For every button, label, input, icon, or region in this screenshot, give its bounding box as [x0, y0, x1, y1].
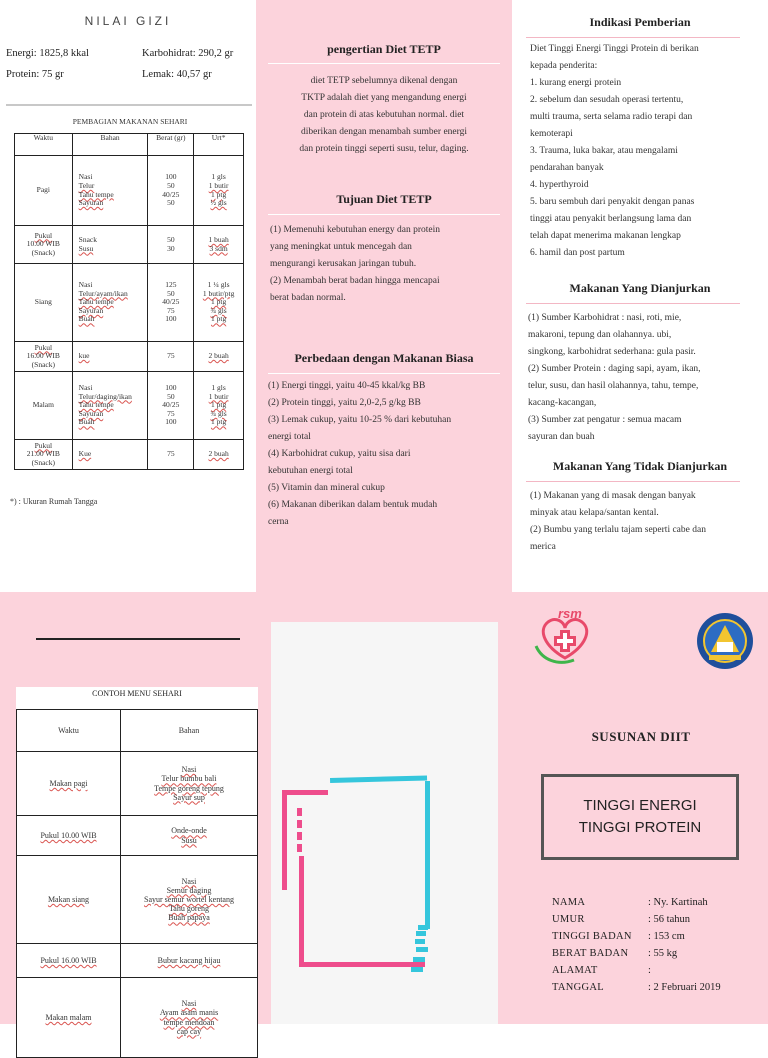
- indikasi-line: 2. sebelum dan sesudah operasi tertentu,: [530, 95, 684, 105]
- cell-line: Makan malam: [45, 1012, 92, 1022]
- perbedaan-line: (4) Karbohidrat cukup, yaitu sisa dari: [268, 449, 411, 459]
- indikasi-line: 1. kurang energi protein: [530, 78, 622, 88]
- cell-waktu: [17, 752, 121, 816]
- tidak-dianjurkan-line: (2) Bumbu yang terlalu tajam seperti cabe dan: [530, 525, 706, 535]
- tidak-dianjurkan-line: minyak atau kelapa/santan kental.: [530, 508, 659, 518]
- patient-value: :: [648, 965, 651, 976]
- cell-waktu: [17, 978, 121, 1058]
- perbedaan-line: (6) Makanan diberikan dalam bentuk mudah: [268, 500, 438, 510]
- indikasi-line: telah dapat menerima makanan lengkap: [530, 231, 681, 241]
- table-row: [17, 978, 258, 1058]
- pengertian-title: pengertian Diet TETP: [327, 42, 441, 56]
- cell-line: 1 ptg: [210, 314, 227, 324]
- susunan-title: SUSUNAN DIIT: [591, 729, 691, 744]
- cell-waktu: [15, 372, 73, 440]
- tidak-dianjurkan-text: [530, 488, 766, 556]
- indikasi-divider: [526, 37, 740, 38]
- cell-line: 1 ptg: [210, 400, 227, 410]
- cell-line: Makan siang: [47, 894, 90, 904]
- cell-bahan: [121, 978, 258, 1058]
- cell-line: (Snack): [31, 359, 55, 369]
- cell-line: tempe mendoan: [163, 1017, 215, 1027]
- gizi-energi: Energi: 1825,8 kkal: [6, 48, 89, 59]
- tujuan-divider: [268, 214, 500, 215]
- cell-line: 50: [167, 391, 175, 401]
- cell-line: ¾ gls: [210, 408, 227, 418]
- cell-line: 75: [167, 351, 175, 361]
- dianjurkan-line: (2) Sumber Protein : daging sapi, ayam, ikan,: [528, 364, 701, 374]
- cell-line: Telur/daging/ikan: [78, 391, 132, 401]
- header-waktu: Waktu: [17, 710, 121, 752]
- header-urt: Urt*: [194, 134, 244, 156]
- cell-berat: [148, 264, 194, 342]
- cell-waktu: [15, 226, 73, 264]
- indikasi-line: kemoterapi: [530, 129, 573, 139]
- urt-note: *) : Ukuran Rumah Tangga: [10, 497, 98, 506]
- decorative-card: [271, 622, 498, 1024]
- cell-line: Semur daging: [166, 885, 212, 895]
- cell-line: Malam: [32, 400, 54, 410]
- cell-line: 75: [167, 408, 175, 418]
- tujuan-text: [270, 222, 506, 307]
- table-row: [17, 944, 258, 978]
- cell-urt: [194, 264, 244, 342]
- diet-title-box: [541, 774, 739, 860]
- cell-line: 40/25: [162, 400, 180, 410]
- cell-line: 1 butir/ptg: [202, 288, 235, 298]
- bottom-left-divider: [36, 638, 240, 640]
- cell-waktu: [17, 944, 121, 978]
- pengertian-line: dan protein di atas kebutuhan normal. diet: [303, 110, 465, 120]
- cell-bahan: [121, 944, 258, 978]
- cell-waktu: [17, 816, 121, 856]
- cell-line: ¾ gls: [210, 305, 227, 315]
- cell-line: Sayur semur wortel kentang: [144, 894, 234, 904]
- perbedaan-line: (5) Vitamin dan mineral cukup: [268, 483, 385, 493]
- cell-line: Tahu tempe: [78, 297, 114, 307]
- perbedaan-title: Perbedaan dengan Makanan Biasa: [294, 351, 474, 365]
- cell-line: Ayam asam manis: [159, 1008, 219, 1018]
- tujuan-title: Tujuan Diet TETP: [336, 192, 432, 206]
- cell-bahan: [72, 226, 148, 264]
- cell-line: 16.00 WIB: [26, 351, 60, 361]
- header-waktu: Waktu: [15, 134, 73, 156]
- patient-label: TINGGI BADAN: [552, 931, 632, 942]
- dianjurkan-line: (3) Sumber zat pengatur : semua macam: [528, 415, 682, 425]
- cell-bahan: [72, 156, 148, 226]
- dianjurkan-line: kacang-kacangan,: [528, 398, 597, 408]
- cell-line: Tahu tempe: [78, 400, 114, 410]
- table-row: [15, 264, 244, 342]
- patient-label: BERAT BADAN: [552, 948, 629, 959]
- dianjurkan-line: telur, susu, dan hasil olahannya, tahu, tempe,: [528, 381, 699, 391]
- cell-line: 1 gls: [211, 172, 226, 182]
- perbedaan-divider: [268, 373, 500, 374]
- diet-title-line-2: TINGGI PROTEIN: [578, 819, 702, 836]
- patient-label: UMUR: [552, 914, 585, 925]
- dianjurkan-divider: [526, 303, 740, 304]
- cell-bahan: [121, 752, 258, 816]
- cell-line: 40/25: [162, 297, 180, 307]
- patient-label: NAMA: [552, 897, 586, 908]
- cell-line: 50: [167, 198, 175, 208]
- cell-line: Nasi: [78, 279, 93, 289]
- cell-waktu: [17, 856, 121, 944]
- header-bahan: Bahan: [121, 710, 258, 752]
- indikasi-text: [530, 41, 766, 262]
- pengertian-line: diet TETP sebelumnya dikenal dengan: [310, 76, 458, 86]
- contoh-menu-table: [16, 709, 258, 1058]
- pengertian-text: [262, 73, 506, 158]
- cell-line: Pukul 16.00 WIB: [40, 955, 97, 965]
- cell-line: ½ gls: [210, 198, 227, 208]
- cell-bahan: [72, 440, 148, 470]
- pengertian-line: diberikan dengan menambah sumber energi: [300, 127, 468, 137]
- cell-line: 100: [165, 314, 177, 324]
- patient-label: TANGGAL: [552, 982, 605, 993]
- perbedaan-line: (1) Energi tinggi, yaitu 40-45 kkal/kg BB: [268, 381, 426, 391]
- cell-berat: [148, 226, 194, 264]
- cell-line: Telur: [78, 180, 95, 190]
- pembagian-table-body: [15, 156, 244, 470]
- cell-berat: [148, 372, 194, 440]
- cell-line: Snack: [78, 234, 97, 244]
- indikasi-line: pendarahan banyak: [530, 163, 604, 173]
- cell-line: Sayuran: [78, 198, 104, 208]
- diet-title-line-1: TINGGI ENERGI: [583, 797, 697, 814]
- cell-line: Nasi: [181, 876, 197, 886]
- cell-line: cap cay: [176, 1026, 202, 1036]
- cell-line: Nasi: [78, 172, 93, 182]
- dianjurkan-line: singkong, karbohidrat sederhana: gula pasir.: [528, 347, 696, 357]
- pengertian-line: dan protein tinggi seperti susu, telur, daging.: [299, 144, 469, 154]
- cell-line: Telur bumbu bali: [161, 774, 217, 784]
- cell-waktu: [15, 342, 73, 372]
- dianjurkan-line: (1) Sumber Karbohidrat : nasi, roti, mie,: [528, 313, 682, 323]
- cell-line: 1 ptg: [210, 189, 227, 199]
- cell-urt: [194, 342, 244, 372]
- contoh-menu-table-body: [17, 752, 258, 1058]
- contoh-menu-panel: [16, 687, 258, 1036]
- tujuan-line: mengurangi kerusakan jaringan tubuh.: [270, 259, 417, 269]
- cell-line: Sayuran: [78, 305, 104, 315]
- dianjurkan-line: makaroni, tepung dan olahannya. ubi,: [528, 330, 672, 340]
- cell-line: 1 ptg: [210, 297, 227, 307]
- cell-line: Pukul: [34, 342, 53, 352]
- perbedaan-text: [268, 378, 508, 531]
- indikasi-line: 4. hyperthyroid: [530, 180, 589, 190]
- tidak-dianjurkan-line: merica: [530, 542, 556, 552]
- cell-line: Nasi: [181, 765, 197, 775]
- cell-line: 100: [165, 172, 177, 182]
- cell-line: Tahu tempe: [78, 189, 114, 199]
- cell-line: Bubur kacang hijau: [157, 955, 221, 965]
- patient-value: : 56 tahun: [648, 914, 690, 925]
- institution-seal-icon: [696, 612, 754, 670]
- cell-urt: [194, 226, 244, 264]
- cell-line: Telur/ayam/ikan: [78, 288, 128, 298]
- indikasi-line: 5. baru sembuh dari penyakit dengan panas: [530, 197, 695, 207]
- table-row: [15, 156, 244, 226]
- cell-line: Susu: [181, 835, 197, 845]
- cell-line: Buah: [78, 417, 95, 427]
- cell-line: Pagi: [36, 185, 50, 195]
- table-row: [15, 372, 244, 440]
- perbedaan-line: kebutuhan energi total: [268, 466, 353, 476]
- tujuan-line: (1) Memenuhi kebutuhan energy dan protein: [270, 225, 440, 235]
- cell-line: 100: [165, 382, 177, 392]
- table-row: [15, 342, 244, 372]
- dianjurkan-line: sayuran dan buah: [528, 432, 595, 442]
- tujuan-line: berat badan normal.: [270, 293, 346, 303]
- cell-line: Onde-onde: [171, 826, 207, 836]
- cell-waktu: [15, 264, 73, 342]
- cell-line: (Snack): [31, 457, 55, 467]
- cell-line: 50: [167, 234, 175, 244]
- cell-bahan: [72, 264, 148, 342]
- decorative-frame-graphic: [271, 622, 498, 1024]
- cell-line: Sayur sup: [173, 792, 205, 802]
- cell-line: Sayuran: [78, 408, 104, 418]
- cell-line: 1 butir: [208, 391, 229, 401]
- cell-line: Siang: [34, 297, 52, 307]
- cell-line: 1 butir: [208, 180, 229, 190]
- perbedaan-line: energi total: [268, 432, 311, 442]
- cell-bahan: [121, 816, 258, 856]
- cell-urt: [194, 440, 244, 470]
- indikasi-title: Indikasi Pemberian: [589, 15, 691, 29]
- cell-line: 125: [165, 279, 177, 289]
- rs-logo: [534, 608, 596, 668]
- perbedaan-line: (3) Lemak cukup, yaitu 10-25 % dari kebutuhan: [268, 415, 452, 425]
- pembagian-title: PEMBAGIAN MAKANAN SEHARI: [72, 117, 188, 126]
- cell-line: Makan pagi: [49, 778, 88, 788]
- cell-line: kue: [78, 351, 90, 361]
- pembagian-table: [14, 133, 244, 470]
- gizi-divider: [6, 104, 252, 106]
- cell-line: Pukul: [34, 230, 53, 240]
- cell-line: Pukul: [34, 440, 53, 450]
- indikasi-line: kepada penderita:: [530, 61, 598, 71]
- cell-line: (Snack): [31, 247, 55, 257]
- cell-line: 75: [167, 305, 175, 315]
- cell-line: 75: [167, 449, 175, 459]
- patient-value: : 55 kg: [648, 948, 678, 959]
- cell-line: 1 ptg: [210, 417, 227, 427]
- cell-line: Pukul 10.00 WIB: [40, 830, 97, 840]
- perbedaan-line: cerna: [268, 517, 289, 527]
- header-bahan: Bahan: [72, 134, 148, 156]
- cell-line: 30: [167, 243, 175, 253]
- patient-value: : 153 cm: [648, 931, 685, 942]
- table-row: [17, 752, 258, 816]
- nilai-gizi-title: NILAI GIZI: [84, 14, 172, 28]
- table-row: [15, 440, 244, 470]
- tujuan-line: (2) Menambah berat badan hingga mencapai: [270, 276, 440, 286]
- tidak-dianjurkan-divider: [526, 481, 740, 482]
- indikasi-line: Diet Tinggi Energi Tinggi Protein di berikan: [530, 44, 699, 54]
- header-berat: Berat (gr): [148, 134, 194, 156]
- cell-line: Kue: [78, 449, 92, 459]
- cell-line: 10.00 WIB: [26, 239, 60, 249]
- indikasi-line: multi trauma, serta selama radio terapi dan: [530, 112, 693, 122]
- cell-bahan: [72, 342, 148, 372]
- rs-logo-text: rsm: [558, 606, 582, 621]
- cell-line: Tempe goreng tepung: [154, 783, 224, 793]
- cell-line: Tahu goreng: [168, 904, 210, 914]
- cell-line: Susu: [78, 243, 94, 253]
- cell-line: 50: [167, 180, 175, 190]
- cell-line: Buah: [78, 314, 95, 324]
- table-row: [15, 226, 244, 264]
- tidak-dianjurkan-title: Makanan Yang Tidak Dianjurkan: [552, 459, 728, 473]
- cell-line: Nasi: [78, 382, 93, 392]
- table-row: [17, 856, 258, 944]
- cell-bahan: [72, 372, 148, 440]
- contoh-menu-title: CONTOH MENU SEHARI: [92, 689, 182, 698]
- tujuan-line: yang meningkat untuk mencegah dan: [270, 242, 412, 252]
- patient-label: ALAMAT: [552, 965, 598, 976]
- gizi-lemak: Lemak: 40,57 gr: [142, 69, 212, 80]
- cell-line: 2 buah: [208, 449, 229, 459]
- cell-berat: [148, 342, 194, 372]
- patient-value: : Ny. Kartinah: [648, 897, 708, 908]
- cell-waktu: [15, 440, 73, 470]
- perbedaan-line: (2) Protein tinggi, yaitu 2,0-2,5 g/kg BB: [268, 398, 421, 408]
- cell-line: 3 sdm: [209, 243, 228, 253]
- cell-line: 2 buah: [208, 351, 229, 361]
- cell-berat: [148, 440, 194, 470]
- cell-urt: [194, 156, 244, 226]
- cell-bahan: [121, 856, 258, 944]
- cell-line: Nasi: [181, 999, 197, 1009]
- cell-line: 1 ¼ gls: [207, 279, 230, 289]
- patient-value: : 2 Februari 2019: [648, 982, 721, 993]
- cell-line: 1 gls: [211, 382, 226, 392]
- table-row: [17, 816, 258, 856]
- dianjurkan-text: [528, 310, 766, 446]
- cell-line: 1 buah: [208, 234, 229, 244]
- gizi-karbohidrat: Karbohidrat: 290,2 gr: [142, 48, 234, 59]
- cell-urt: [194, 372, 244, 440]
- cell-berat: [148, 156, 194, 226]
- cell-line: 40/25: [162, 189, 180, 199]
- gizi-protein: Protein: 75 gr: [6, 69, 64, 80]
- cell-waktu: [15, 156, 73, 226]
- pengertian-divider: [268, 63, 500, 64]
- tidak-dianjurkan-line: (1) Makanan yang di masak dengan banyak: [530, 491, 696, 501]
- cell-line: 21.00 WIB: [26, 449, 60, 459]
- dianjurkan-title: Makanan Yang Dianjurkan: [569, 281, 711, 295]
- institution-seal: [696, 612, 754, 670]
- cell-line: 50: [167, 288, 175, 298]
- indikasi-line: tinggi atau penyakit berlangsung lama dan: [530, 214, 692, 224]
- pengertian-line: TKTP adalah diet yang mengandung energi: [301, 93, 467, 103]
- indikasi-line: 6. hamil dan post partum: [530, 248, 625, 258]
- cell-line: 100: [165, 417, 177, 427]
- indikasi-line: 3. Trauma, luka bakar, atau mengalami: [530, 146, 678, 156]
- cell-line: Buah papaya: [168, 913, 210, 923]
